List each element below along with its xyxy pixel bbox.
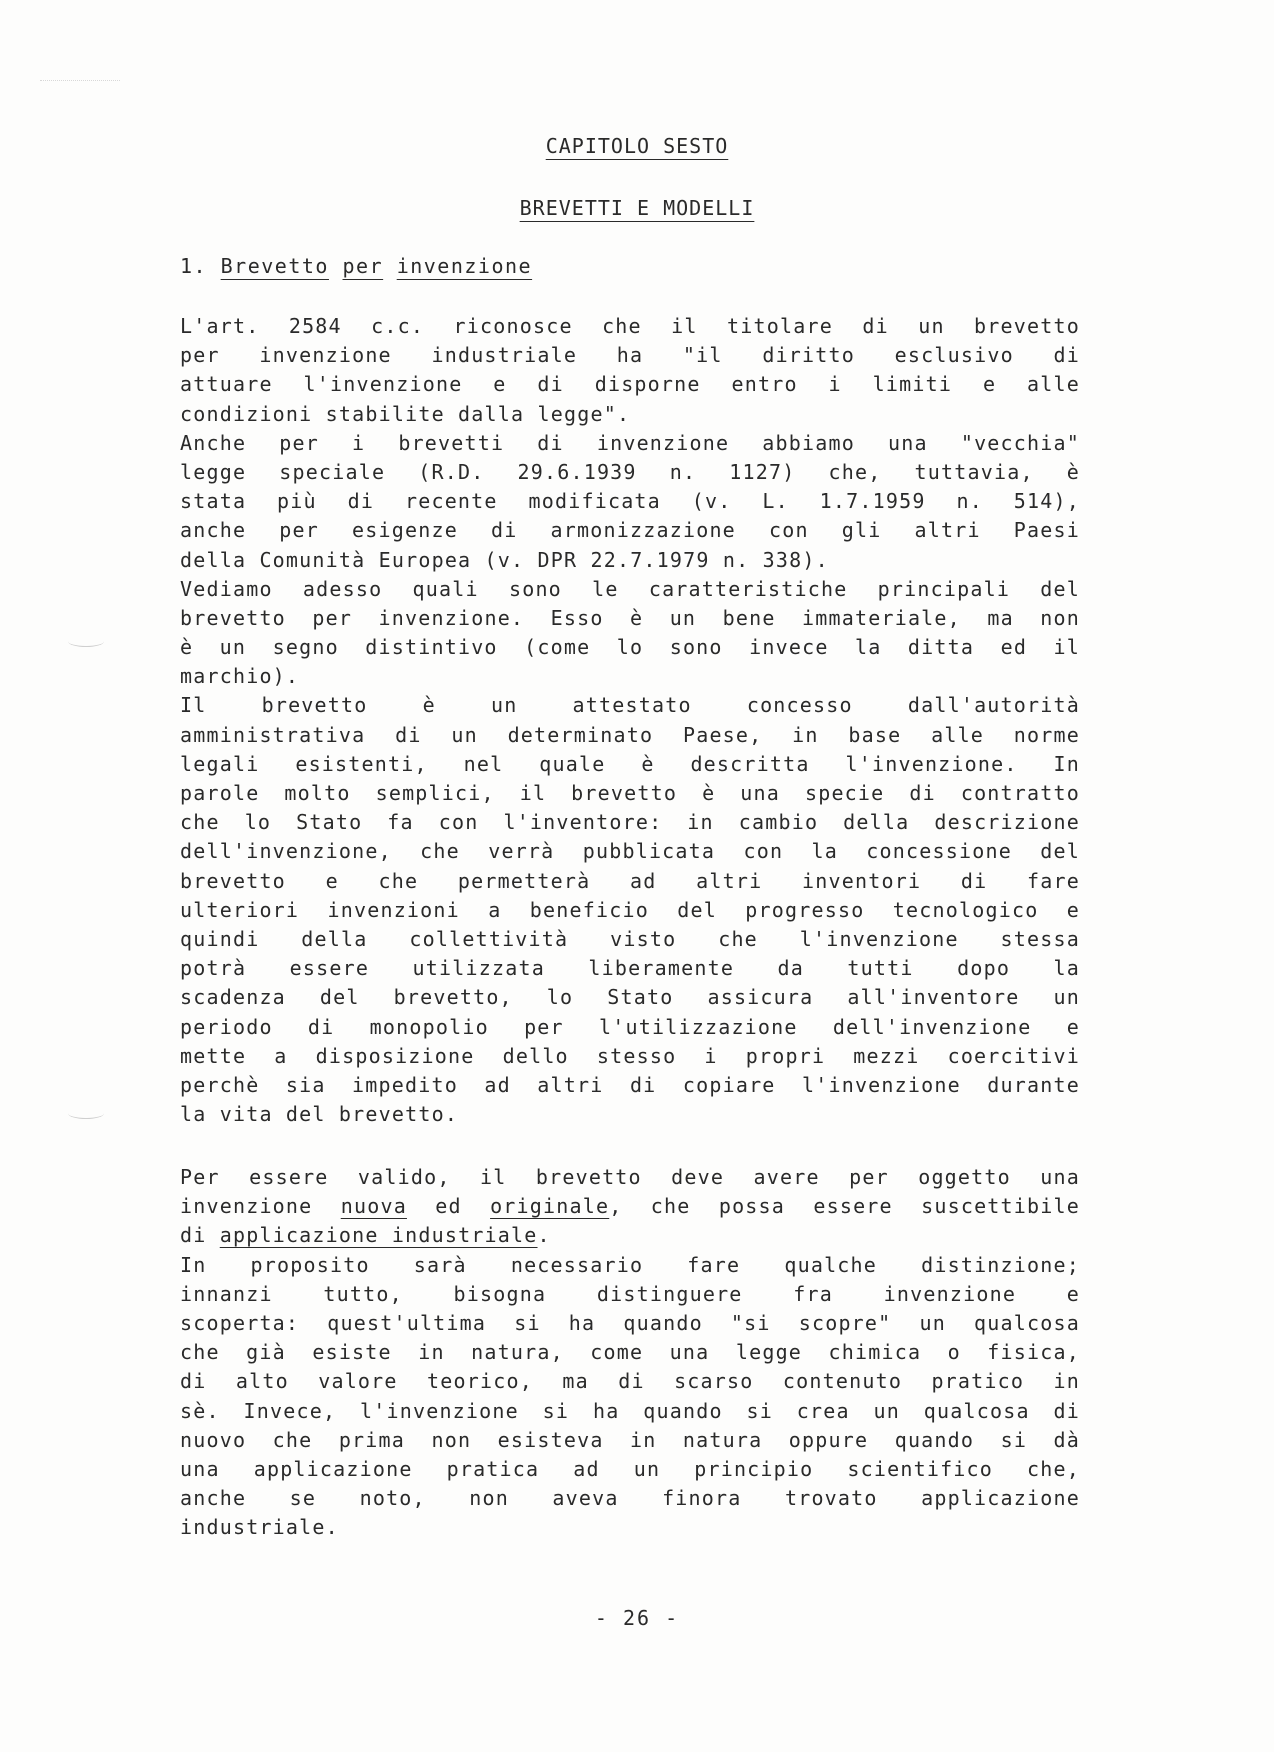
text-line: quindi della collettività visto che l'invenzione stessa — [180, 926, 1080, 951]
text-line: una applicazione pratica ad un principio scientifico che, — [180, 1456, 1080, 1481]
chapter-title — [0, 134, 1274, 158]
text-line: anche per esigenze di armonizzazione con gli altri Paesi — [180, 518, 1080, 543]
text-line: Anche per i brevetti di invenzione abbiamo una "vecchia" — [180, 430, 1080, 455]
text-line: che già esiste in natura, come una legge chimica o fisica, — [180, 1340, 1080, 1365]
underlined-term-applicazione-industriale: applicazione industriale — [219, 1223, 538, 1248]
text-line: legge speciale (R.D. 29.6.1939 n. 1127) che, tuttavia, è — [180, 459, 1080, 484]
text-line: brevetto e che permetterà ad altri inventori di fare — [180, 868, 1080, 893]
punch-hole-mark — [68, 1108, 104, 1119]
section-number: 1. — [180, 254, 208, 278]
text-line: marchio). — [180, 664, 300, 689]
text-line: dell'invenzione, che verrà pubblicata con la concessione del — [180, 839, 1080, 864]
text-line: amministrativa di un determinato Paese, in base alle norme — [180, 722, 1080, 747]
text-line: che lo Stato fa con l'inventore: in cambio della descrizione — [180, 810, 1080, 835]
section-heading-word: Brevetto — [220, 254, 329, 278]
punch-hole-mark — [68, 636, 104, 647]
text-line: perchè sia impedito ad altri di copiare l'invenzione durante — [180, 1072, 1080, 1097]
text-line: di alto valore teorico, ma di scarso contenuto pratico in — [180, 1369, 1080, 1394]
text-line: mette a disposizione dello stesso i propri mezzi coercitivi — [180, 1043, 1080, 1068]
text-line: attuare l'invenzione e di disporne entro i limiti e alle — [180, 372, 1080, 397]
underlined-term-nuova: nuova — [340, 1194, 407, 1219]
text-line: innanzi tutto, bisogna distinguere fra invenzione e — [180, 1281, 1080, 1306]
paragraph-2 — [180, 1163, 1080, 1542]
text-line: scoperta: quest'ultima si ha quando "si scopre" un qualcosa — [180, 1310, 1080, 1335]
text-line: della Comunità Europea (v. DPR 22.7.1979 n. 338). — [180, 547, 829, 572]
text-fragment: invenzione — [180, 1194, 341, 1219]
text-line: L'art. 2584 c.c. riconosce che il titolare di un brevetto — [180, 314, 1080, 338]
text-line: condizioni stabilite dalla legge". — [180, 401, 631, 426]
text-line: nuovo che prima non esisteva in natura oppure quando si dà — [180, 1427, 1080, 1452]
text-line — [180, 1192, 1080, 1221]
text-fragment: . — [537, 1223, 551, 1248]
text-fragment: , che possa essere suscettibile — [609, 1194, 1080, 1219]
underlined-term-originale: originale — [490, 1194, 610, 1219]
text-line: sè. Invece, l'invenzione si ha quando si crea un qualcosa di — [180, 1398, 1080, 1423]
text-line: la vita del brevetto. — [180, 1102, 459, 1127]
section-heading — [180, 254, 532, 278]
chapter-subtitle-text: BREVETTI E MODELLI — [519, 196, 755, 220]
chapter-title-text: CAPITOLO SESTO — [545, 134, 729, 158]
page-smudge — [40, 80, 120, 87]
text-line: potrà essere utilizzata liberamente da tutti dopo la — [180, 956, 1080, 981]
text-line: parole molto semplici, il brevetto è una specie di contratto — [180, 781, 1080, 805]
text-line: scadenza del brevetto, lo Stato assicura all'inventore un — [180, 985, 1080, 1010]
section-heading-word: invenzione — [396, 254, 533, 278]
text-line: In proposito sarà necessario fare qualche distinzione; — [180, 1252, 1080, 1277]
text-fragment: di — [180, 1223, 220, 1248]
text-line: legali esistenti, nel quale è descritta l'invenzione. In — [180, 751, 1080, 776]
section-heading-word: per — [342, 254, 384, 278]
text-line: Per essere valido, il brevetto deve avere per oggetto una — [180, 1165, 1080, 1189]
text-line: per invenzione industriale ha "il diritto esclusivo di — [180, 343, 1080, 368]
text-line: ulteriori invenzioni a beneficio del progresso tecnologico e — [180, 897, 1080, 922]
text-line: brevetto per invenzione. Esso è un bene immateriale, ma non — [180, 605, 1080, 630]
text-fragment: ed — [406, 1194, 491, 1219]
text-line: Il brevetto è un attestato concesso dall'autorità — [180, 693, 1080, 718]
paragraph-1 — [180, 312, 1080, 1129]
text-line — [180, 1221, 1080, 1250]
page-number: - 26 - — [594, 1606, 680, 1630]
chapter-subtitle — [0, 196, 1274, 220]
text-line: periodo di monopolio per l'utilizzazione dell'invenzione e — [180, 1014, 1080, 1039]
text-line: è un segno distintivo (come lo sono invece la ditta ed il — [180, 635, 1080, 660]
text-line: anche se noto, non aveva finora trovato applicazione — [180, 1486, 1080, 1511]
text-line: industriale. — [180, 1515, 339, 1540]
text-line: Vediamo adesso quali sono le caratteristiche principali del — [180, 576, 1080, 601]
text-line: stata più di recente modificata (v. L. 1.7.1959 n. 514), — [180, 489, 1080, 514]
